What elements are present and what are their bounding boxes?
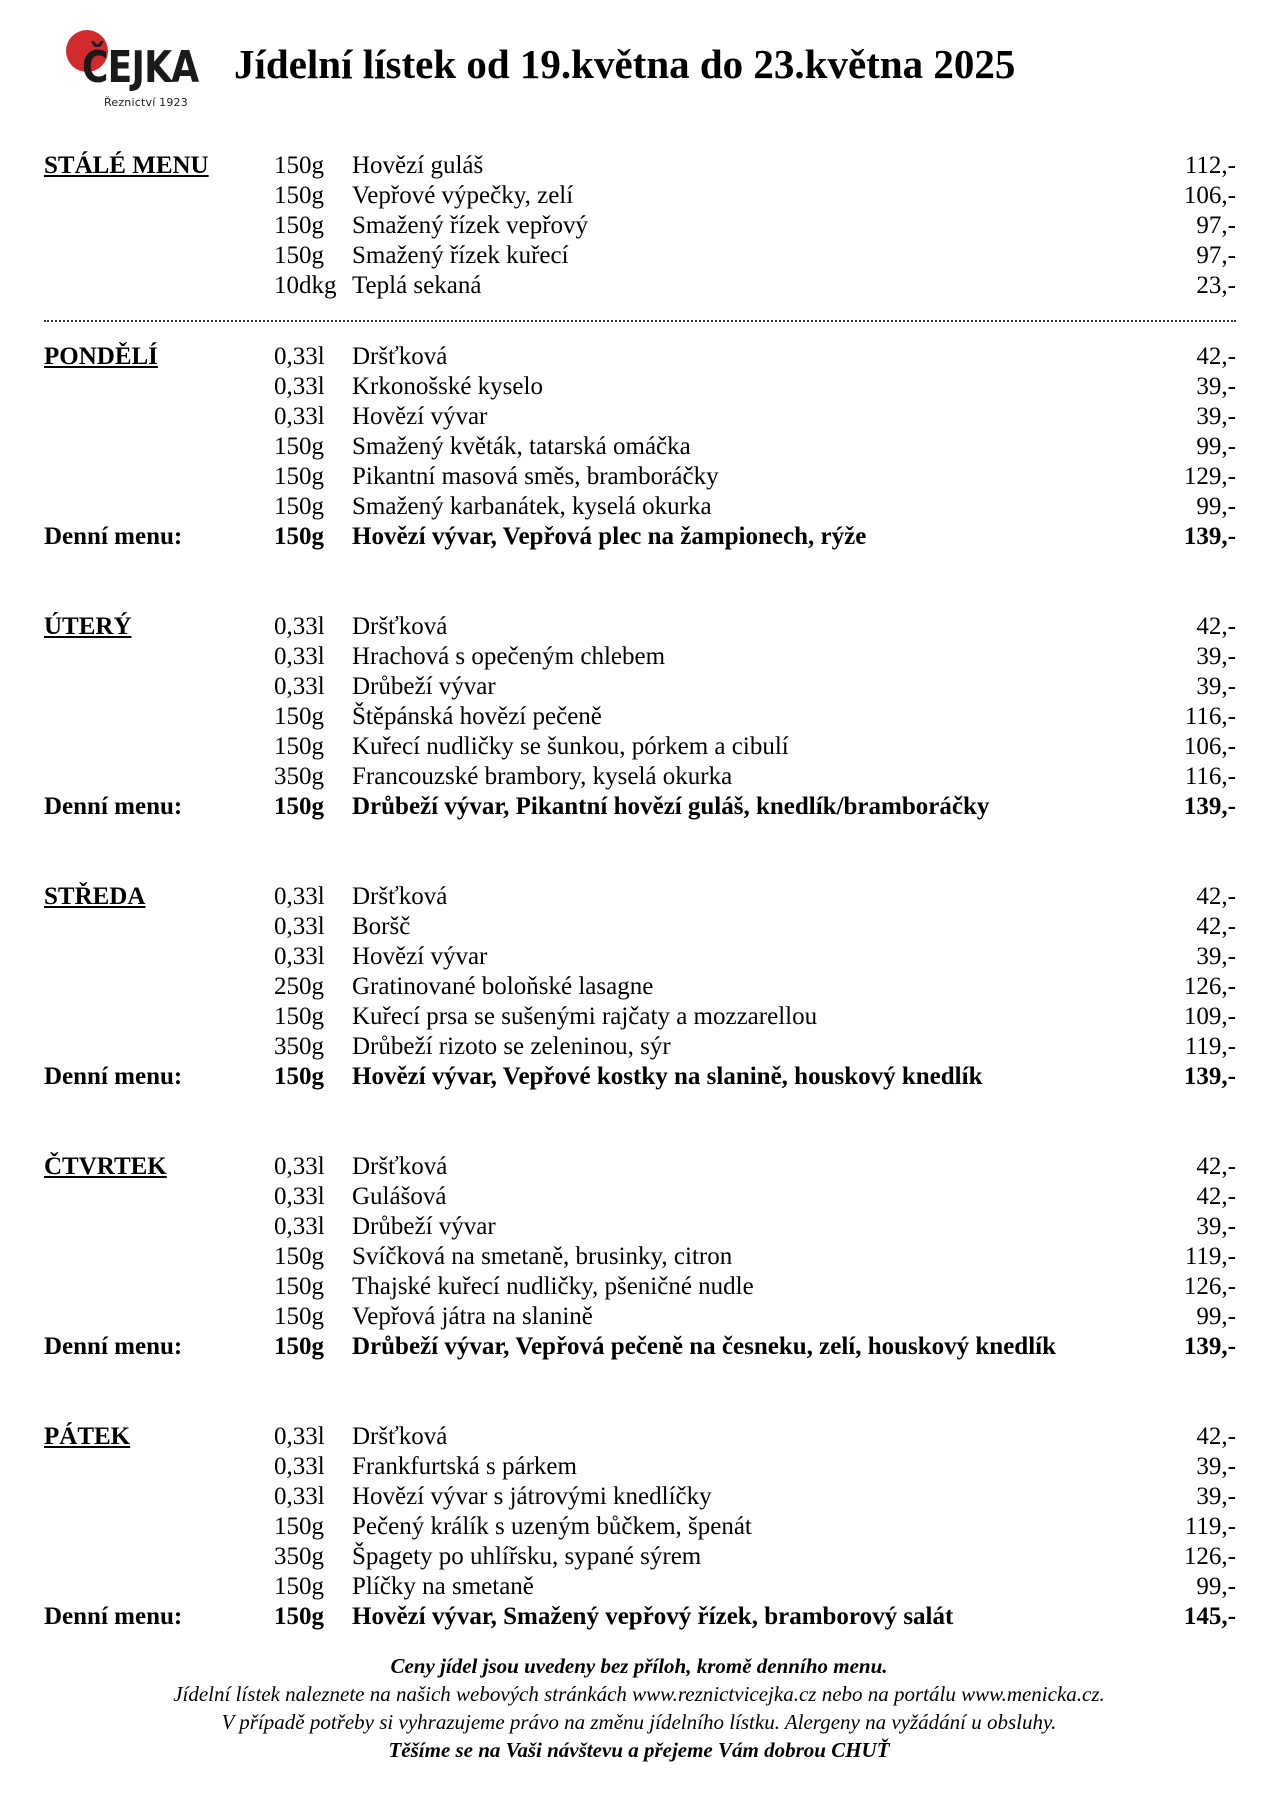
item-price: 42,- <box>1196 343 1236 370</box>
daily-menu-price: 139,- <box>1183 793 1236 820</box>
item-price: 39,- <box>1196 1483 1236 1510</box>
item-price: 39,- <box>1196 373 1236 400</box>
daily-menu-quantity: 150g <box>274 1063 324 1090</box>
item-name: Francouzské brambory, kyselá okurka <box>352 763 733 790</box>
item-price: 42,- <box>1196 613 1236 640</box>
item-name: Dršťková <box>352 883 448 910</box>
item-price: 116,- <box>1184 763 1236 790</box>
item-price: 99,- <box>1196 433 1236 460</box>
item-name: Špagety po uhlířsku, sypané sýrem <box>352 1543 702 1570</box>
item-price: 42,- <box>1196 883 1236 910</box>
item-name: Thajské kuřecí nudličky, pšeničné nudle <box>352 1273 754 1300</box>
item-quantity: 0,33l <box>274 1423 325 1450</box>
item-quantity: 350g <box>274 1033 324 1060</box>
item-price: 129,- <box>1183 463 1236 490</box>
daily-menu-price: 139,- <box>1183 1333 1236 1360</box>
footer-notes <box>0 1652 1278 1764</box>
item-quantity: 0,33l <box>274 403 325 430</box>
item-name: Kuřecí prsa se sušenými rajčaty a mozzarellou <box>352 1003 818 1030</box>
item-name: Smažený řízek kuřecí <box>352 242 569 269</box>
daily-menu-price: 139,- <box>1183 1063 1236 1090</box>
dotted-divider <box>44 300 1236 322</box>
item-name: Smažený řízek vepřový <box>352 212 589 239</box>
daily-menu-label: Denní menu: <box>44 1603 183 1630</box>
item-quantity: 0,33l <box>274 643 325 670</box>
item-price: 126,- <box>1183 1273 1236 1300</box>
item-quantity: 150g <box>274 1513 324 1540</box>
daily-menu-label: Denní menu: <box>44 523 183 550</box>
menu-row <box>0 1272 1278 1302</box>
item-price: 23,- <box>1196 272 1236 299</box>
item-quantity: 150g <box>274 212 324 239</box>
item-name: Smažený květák, tatarská omáčka <box>352 433 691 460</box>
item-name: Frankfurtská s párkem <box>352 1453 577 1480</box>
day-heading: ČTVRTEK <box>44 1153 167 1180</box>
menu-row <box>0 372 1278 402</box>
logo-wordmark: ČEJKA <box>82 42 199 93</box>
item-quantity: 150g <box>274 1003 324 1030</box>
daily-menu-quantity: 150g <box>274 793 324 820</box>
daily-menu-row <box>0 792 1278 822</box>
menu-row <box>0 492 1278 522</box>
menu-row <box>0 762 1278 792</box>
daily-menu-quantity: 150g <box>274 1333 324 1360</box>
item-name: Drůbeží rizoto se zeleninou, sýr <box>352 1033 671 1060</box>
menu-row <box>0 241 1278 271</box>
item-quantity: 0,33l <box>274 943 325 970</box>
item-quantity: 0,33l <box>274 1183 325 1210</box>
item-price: 39,- <box>1196 943 1236 970</box>
daily-menu-name: Drůbeží vývar, Vepřová pečeně na česneku, zelí, houskový knedlík <box>352 1333 1057 1360</box>
logo-tagline: Řeznictví 1923 <box>104 96 188 109</box>
item-name: Teplá sekaná <box>352 272 482 299</box>
menu-row <box>0 1482 1278 1512</box>
daily-menu-price: 139,- <box>1183 523 1236 550</box>
item-price: 42,- <box>1196 1153 1236 1180</box>
item-price: 97,- <box>1196 212 1236 239</box>
item-quantity: 0,33l <box>274 673 325 700</box>
item-name: Plíčky na smetaně <box>352 1573 534 1600</box>
item-price: 39,- <box>1196 1213 1236 1240</box>
menu-row <box>0 1302 1278 1332</box>
page-title: Jídelní lístek od 19.května do 23.května 2025 <box>234 41 1016 87</box>
item-quantity: 0,33l <box>274 373 325 400</box>
menu-row <box>0 882 1278 912</box>
daily-menu-price: 145,- <box>1183 1603 1236 1630</box>
item-price: 39,- <box>1196 643 1236 670</box>
item-price: 39,- <box>1196 1453 1236 1480</box>
item-price: 119,- <box>1184 1513 1236 1540</box>
logo <box>60 28 200 116</box>
item-name: Vepřová játra na slanině <box>352 1303 593 1330</box>
footer-line-allergens: V případě potřeby si vyhrazujeme právo na změnu jídelního lístku. Alergeny na vyžádání u obsluhy. <box>221 1710 1057 1734</box>
menu-row <box>0 342 1278 372</box>
item-name: Drůbeží vývar <box>352 1213 496 1240</box>
item-price: 106,- <box>1183 733 1236 760</box>
item-price: 116,- <box>1184 703 1236 730</box>
item-quantity: 0,33l <box>274 343 325 370</box>
daily-menu-quantity: 150g <box>274 1603 324 1630</box>
daily-menu-row <box>0 1332 1278 1362</box>
item-price: 42,- <box>1196 1423 1236 1450</box>
item-price: 109,- <box>1183 1003 1236 1030</box>
item-quantity: 0,33l <box>274 1213 325 1240</box>
menu-row <box>0 642 1278 672</box>
item-name: Gulášová <box>352 1183 447 1210</box>
item-price: 119,- <box>1184 1243 1236 1270</box>
menu-row <box>0 612 1278 642</box>
menu-row <box>0 912 1278 942</box>
item-quantity: 150g <box>274 182 324 209</box>
day-heading: ÚTERÝ <box>44 613 132 640</box>
item-quantity: 0,33l <box>274 883 325 910</box>
item-quantity: 150g <box>274 493 324 520</box>
menu-row <box>0 1152 1278 1182</box>
menu-row <box>0 1572 1278 1602</box>
menu-row <box>0 151 1278 181</box>
item-quantity: 150g <box>274 1303 324 1330</box>
menu-row <box>0 942 1278 972</box>
item-price: 42,- <box>1196 913 1236 940</box>
item-price: 99,- <box>1196 493 1236 520</box>
daily-menu-row <box>0 1602 1278 1632</box>
item-name: Hrachová s opečeným chlebem <box>352 643 666 670</box>
menu-row <box>0 402 1278 432</box>
menu-row <box>0 432 1278 462</box>
item-name: Kuřecí nudličky se šunkou, pórkem a cibulí <box>352 733 789 760</box>
item-quantity: 150g <box>274 733 324 760</box>
daily-menu-row <box>0 1062 1278 1092</box>
menu-row <box>0 1032 1278 1062</box>
item-quantity: 0,33l <box>274 913 325 940</box>
item-quantity: 150g <box>274 463 324 490</box>
item-name: Dršťková <box>352 343 448 370</box>
item-price: 119,- <box>1184 1033 1236 1060</box>
menu-row <box>0 1452 1278 1482</box>
menu-row <box>0 672 1278 702</box>
item-name: Dršťková <box>352 1153 448 1180</box>
item-name: Pečený králík s uzeným bůčkem, špenát <box>352 1513 752 1540</box>
item-name: Hovězí vývar s játrovými knedlíčky <box>352 1483 712 1510</box>
item-name: Hovězí vývar <box>352 943 488 970</box>
day-heading: STÁLÉ MENU <box>44 152 209 179</box>
menu-row <box>0 702 1278 732</box>
daily-menu-name: Drůbeží vývar, Pikantní hovězí guláš, knedlík/bramboráčky <box>352 793 990 820</box>
daily-menu-name: Hovězí vývar, Smažený vepřový řízek, bramborový salát <box>352 1603 954 1630</box>
item-price: 39,- <box>1196 403 1236 430</box>
daily-menu-quantity: 150g <box>274 523 324 550</box>
item-price: 106,- <box>1183 182 1236 209</box>
item-name: Hovězí vývar <box>352 403 488 430</box>
item-name: Hovězí guláš <box>352 152 484 179</box>
menu-row <box>0 732 1278 762</box>
item-name: Dršťková <box>352 1423 448 1450</box>
menu-row <box>0 462 1278 492</box>
item-quantity: 0,33l <box>274 1453 325 1480</box>
daily-menu-label: Denní menu: <box>44 1333 183 1360</box>
item-price: 126,- <box>1183 973 1236 1000</box>
daily-menu-label: Denní menu: <box>44 1063 183 1090</box>
item-quantity: 0,33l <box>274 613 325 640</box>
footer-line-website: Jídelní lístek naleznete na našich webových stránkách www.reznictvicejka.cz nebo na portálu www.menicka.cz. <box>173 1682 1105 1706</box>
item-quantity: 350g <box>274 763 324 790</box>
footer-line-prices: Ceny jídel jsou uvedeny bez příloh, kromě denního menu. <box>390 1654 888 1678</box>
item-quantity: 10dkg <box>274 272 337 299</box>
item-name: Svíčková na smetaně, brusinky, citron <box>352 1243 733 1270</box>
item-quantity: 150g <box>274 1573 324 1600</box>
item-quantity: 150g <box>274 433 324 460</box>
item-quantity: 150g <box>274 703 324 730</box>
menu-row <box>0 1212 1278 1242</box>
item-price: 99,- <box>1196 1303 1236 1330</box>
day-heading: PÁTEK <box>44 1423 131 1450</box>
item-name: Vepřové výpečky, zelí <box>352 182 574 209</box>
item-quantity: 150g <box>274 152 324 179</box>
item-name: Boršč <box>352 913 411 940</box>
menu-row <box>0 271 1278 301</box>
item-name: Krkonošské kyselo <box>352 373 543 400</box>
menu-row <box>0 1182 1278 1212</box>
item-quantity: 0,33l <box>274 1483 325 1510</box>
menu-row <box>0 1542 1278 1572</box>
daily-menu-label: Denní menu: <box>44 793 183 820</box>
menu-row <box>0 211 1278 241</box>
menu-row <box>0 181 1278 211</box>
item-price: 126,- <box>1183 1543 1236 1570</box>
item-quantity: 0,33l <box>274 1153 325 1180</box>
item-name: Drůbeží vývar <box>352 673 496 700</box>
menu-row <box>0 972 1278 1002</box>
item-price: 97,- <box>1196 242 1236 269</box>
item-name: Smažený karbanátek, kyselá okurka <box>352 493 712 520</box>
item-quantity: 350g <box>274 1543 324 1570</box>
item-name: Gratinované boloňské lasagne <box>352 973 654 1000</box>
item-name: Dršťková <box>352 613 448 640</box>
item-price: 39,- <box>1196 673 1236 700</box>
daily-menu-row <box>0 522 1278 552</box>
daily-menu-name: Hovězí vývar, Vepřové kostky na slanině, houskový knedlík <box>352 1063 983 1090</box>
menu-row <box>0 1242 1278 1272</box>
item-price: 42,- <box>1196 1183 1236 1210</box>
item-price: 99,- <box>1196 1573 1236 1600</box>
day-heading: PONDĚLÍ <box>44 343 158 370</box>
footer-line-greeting: Těšíme se na Vaši návštevu a přejeme Vám dobrou CHUŤ <box>388 1738 890 1762</box>
menu-row <box>0 1002 1278 1032</box>
item-quantity: 150g <box>274 242 324 269</box>
item-name: Pikantní masová směs, bramboráčky <box>352 463 719 490</box>
day-heading: STŘEDA <box>44 883 146 910</box>
item-price: 112,- <box>1184 152 1236 179</box>
item-quantity: 150g <box>274 1273 324 1300</box>
item-quantity: 150g <box>274 1243 324 1270</box>
daily-menu-name: Hovězí vývar, Vepřová plec na žampionech, rýže <box>352 523 867 550</box>
menu-row <box>0 1422 1278 1452</box>
item-name: Štěpánská hovězí pečeně <box>352 703 602 730</box>
menu-row <box>0 1512 1278 1542</box>
item-quantity: 250g <box>274 973 324 1000</box>
